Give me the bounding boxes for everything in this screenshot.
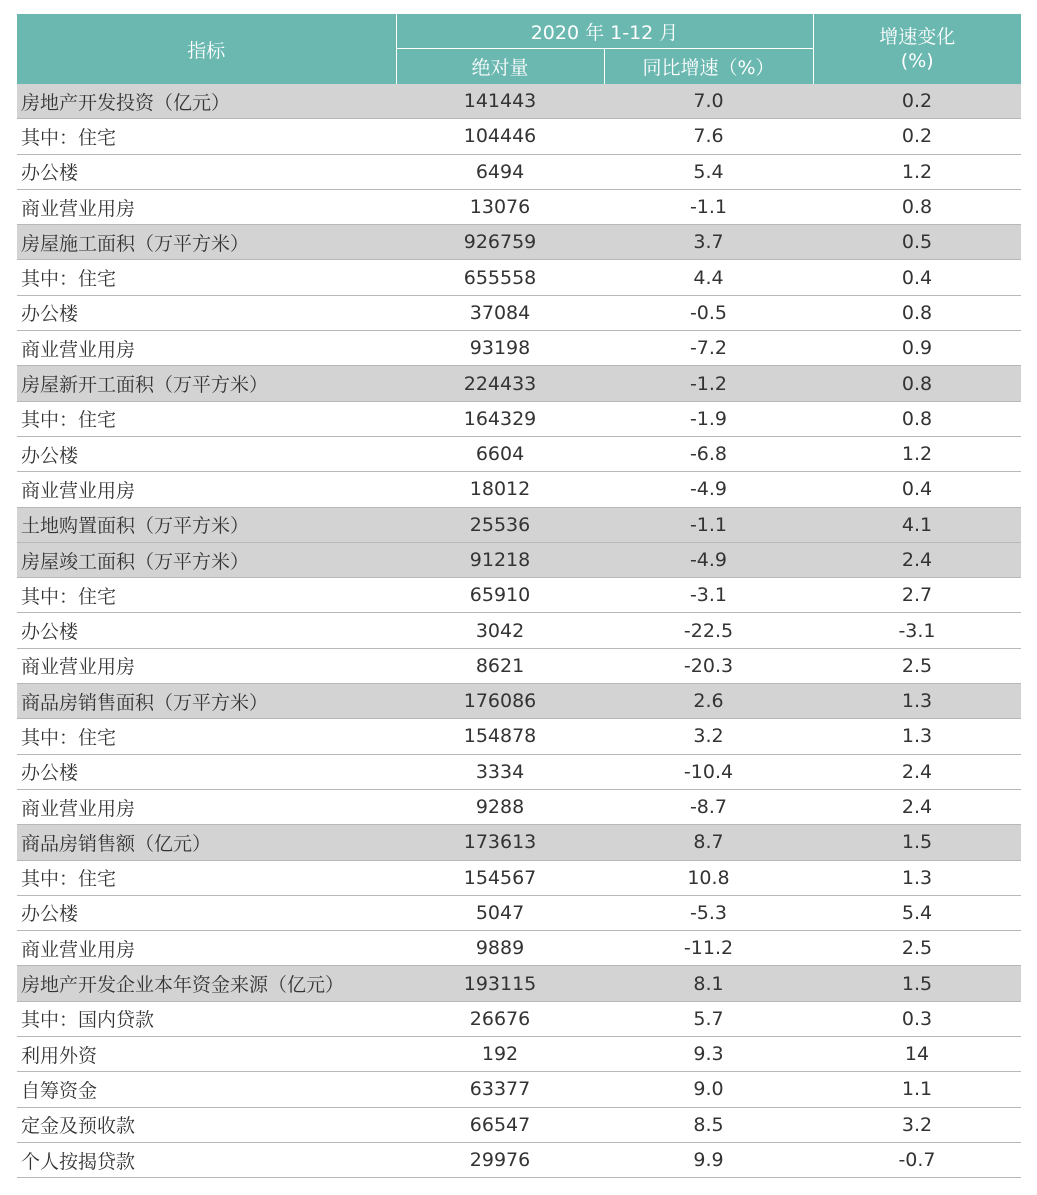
- indicator-cell: 办公楼: [17, 613, 396, 648]
- header-yoy: 同比增速（%）: [604, 49, 813, 85]
- indicator-cell: 其中：住宅: [17, 401, 396, 436]
- absolute-cell: 66547: [396, 1107, 604, 1142]
- yoy-cell: 4.4: [604, 260, 813, 295]
- yoy-cell: 8.5: [604, 1107, 813, 1142]
- yoy-cell: 7.0: [604, 84, 813, 119]
- yoy-cell: 7.6: [604, 119, 813, 154]
- change-cell: 1.2: [813, 436, 1021, 471]
- indicator-cell: 其中：住宅: [17, 860, 396, 895]
- indicator-cell: 办公楼: [17, 754, 396, 789]
- table-row: [17, 1142, 1021, 1177]
- change-cell: 0.4: [813, 472, 1021, 507]
- indicator-cell: 商业营业用房: [17, 189, 396, 224]
- indicator-cell: 其中：住宅: [17, 578, 396, 613]
- header-change-line2: (%): [900, 50, 934, 72]
- yoy-cell: 10.8: [604, 860, 813, 895]
- change-cell: 1.5: [813, 966, 1021, 1001]
- absolute-cell: 141443: [396, 84, 604, 119]
- table-row: [17, 507, 1021, 542]
- table-row: [17, 84, 1021, 119]
- yoy-cell: -4.9: [604, 542, 813, 577]
- yoy-cell: -1.1: [604, 189, 813, 224]
- change-cell: 2.7: [813, 578, 1021, 613]
- absolute-cell: 192: [396, 1037, 604, 1072]
- yoy-cell: -11.2: [604, 931, 813, 966]
- absolute-cell: 63377: [396, 1072, 604, 1107]
- indicator-cell: 商业营业用房: [17, 472, 396, 507]
- absolute-cell: 9288: [396, 789, 604, 824]
- change-cell: -3.1: [813, 613, 1021, 648]
- yoy-cell: -20.3: [604, 648, 813, 683]
- absolute-cell: 926759: [396, 225, 604, 260]
- indicator-cell: 其中：住宅: [17, 719, 396, 754]
- table-row: [17, 119, 1021, 154]
- absolute-cell: 37084: [396, 295, 604, 330]
- table-header: [17, 14, 1021, 84]
- change-cell: 2.5: [813, 648, 1021, 683]
- table-row: [17, 436, 1021, 471]
- yoy-cell: 9.9: [604, 1142, 813, 1177]
- table-row: [17, 931, 1021, 966]
- indicator-cell: 办公楼: [17, 895, 396, 930]
- change-cell: 0.3: [813, 1001, 1021, 1036]
- yoy-cell: -5.3: [604, 895, 813, 930]
- indicator-cell: 房地产开发企业本年资金来源（亿元）: [17, 966, 396, 1001]
- absolute-cell: 6494: [396, 154, 604, 189]
- header-change-line1: 增速变化: [879, 26, 956, 48]
- change-cell: 1.5: [813, 825, 1021, 860]
- table-row: [17, 789, 1021, 824]
- table-row: [17, 613, 1021, 648]
- absolute-cell: 65910: [396, 578, 604, 613]
- absolute-cell: 3334: [396, 754, 604, 789]
- indicator-cell: 房地产开发投资（亿元）: [17, 84, 396, 119]
- absolute-cell: 29976: [396, 1142, 604, 1177]
- table-row: [17, 295, 1021, 330]
- indicator-cell: 商业营业用房: [17, 331, 396, 366]
- table-body: [17, 84, 1021, 1178]
- change-cell: 0.8: [813, 401, 1021, 436]
- table-row: [17, 1037, 1021, 1072]
- indicator-cell: 商业营业用房: [17, 648, 396, 683]
- change-cell: 14: [813, 1037, 1021, 1072]
- change-cell: 0.9: [813, 331, 1021, 366]
- change-cell: 1.2: [813, 154, 1021, 189]
- real-estate-table: [17, 14, 1021, 1178]
- header-period: 2020 年 1-12 月: [396, 14, 813, 49]
- change-cell: 2.5: [813, 931, 1021, 966]
- yoy-cell: -6.8: [604, 436, 813, 471]
- header-change: [813, 14, 1021, 84]
- header-absolute: 绝对量: [396, 49, 604, 85]
- indicator-cell: 其中：国内贷款: [17, 1001, 396, 1036]
- table-row: [17, 966, 1021, 1001]
- change-cell: -0.7: [813, 1142, 1021, 1177]
- yoy-cell: 2.6: [604, 684, 813, 719]
- indicator-cell: 房屋新开工面积（万平方米）: [17, 366, 396, 401]
- absolute-cell: 9889: [396, 931, 604, 966]
- change-cell: 3.2: [813, 1107, 1021, 1142]
- absolute-cell: 164329: [396, 401, 604, 436]
- absolute-cell: 13076: [396, 189, 604, 224]
- table-row: [17, 895, 1021, 930]
- change-cell: 1.3: [813, 684, 1021, 719]
- table-row: [17, 684, 1021, 719]
- indicator-cell: 商业营业用房: [17, 789, 396, 824]
- change-cell: 2.4: [813, 542, 1021, 577]
- absolute-cell: 154878: [396, 719, 604, 754]
- absolute-cell: 173613: [396, 825, 604, 860]
- change-cell: 0.8: [813, 366, 1021, 401]
- indicator-cell: 商品房销售额（亿元）: [17, 825, 396, 860]
- indicator-cell: 个人按揭贷款: [17, 1142, 396, 1177]
- change-cell: 2.4: [813, 754, 1021, 789]
- absolute-cell: 655558: [396, 260, 604, 295]
- absolute-cell: 224433: [396, 366, 604, 401]
- real-estate-table-container: [17, 14, 1021, 1178]
- table-row: [17, 754, 1021, 789]
- indicator-cell: 办公楼: [17, 295, 396, 330]
- yoy-cell: 9.0: [604, 1072, 813, 1107]
- absolute-cell: 26676: [396, 1001, 604, 1036]
- absolute-cell: 25536: [396, 507, 604, 542]
- table-row: [17, 860, 1021, 895]
- change-cell: 1.1: [813, 1072, 1021, 1107]
- absolute-cell: 193115: [396, 966, 604, 1001]
- header-indicator: 指标: [17, 14, 396, 84]
- change-cell: 0.2: [813, 119, 1021, 154]
- absolute-cell: 93198: [396, 331, 604, 366]
- yoy-cell: -1.1: [604, 507, 813, 542]
- table-row: [17, 542, 1021, 577]
- indicator-cell: 商业营业用房: [17, 931, 396, 966]
- yoy-cell: -1.2: [604, 366, 813, 401]
- table-row: [17, 260, 1021, 295]
- absolute-cell: 176086: [396, 684, 604, 719]
- change-cell: 0.4: [813, 260, 1021, 295]
- change-cell: 1.3: [813, 719, 1021, 754]
- yoy-cell: -0.5: [604, 295, 813, 330]
- yoy-cell: 3.7: [604, 225, 813, 260]
- yoy-cell: -22.5: [604, 613, 813, 648]
- table-row: [17, 1001, 1021, 1036]
- table-row: [17, 1107, 1021, 1142]
- table-row: [17, 225, 1021, 260]
- indicator-cell: 其中：住宅: [17, 260, 396, 295]
- indicator-cell: 办公楼: [17, 154, 396, 189]
- table-row: [17, 648, 1021, 683]
- yoy-cell: -4.9: [604, 472, 813, 507]
- change-cell: 0.5: [813, 225, 1021, 260]
- yoy-cell: -8.7: [604, 789, 813, 824]
- table-row: [17, 331, 1021, 366]
- yoy-cell: 8.1: [604, 966, 813, 1001]
- absolute-cell: 104446: [396, 119, 604, 154]
- table-row: [17, 154, 1021, 189]
- yoy-cell: 5.4: [604, 154, 813, 189]
- indicator-cell: 房屋施工面积（万平方米）: [17, 225, 396, 260]
- yoy-cell: 8.7: [604, 825, 813, 860]
- absolute-cell: 18012: [396, 472, 604, 507]
- yoy-cell: -7.2: [604, 331, 813, 366]
- indicator-cell: 房屋竣工面积（万平方米）: [17, 542, 396, 577]
- change-cell: 0.8: [813, 189, 1021, 224]
- indicator-cell: 商品房销售面积（万平方米）: [17, 684, 396, 719]
- absolute-cell: 91218: [396, 542, 604, 577]
- table-row: [17, 1072, 1021, 1107]
- table-row: [17, 719, 1021, 754]
- yoy-cell: -1.9: [604, 401, 813, 436]
- table-row: [17, 366, 1021, 401]
- indicator-cell: 土地购置面积（万平方米）: [17, 507, 396, 542]
- table-row: [17, 401, 1021, 436]
- indicator-cell: 定金及预收款: [17, 1107, 396, 1142]
- absolute-cell: 6604: [396, 436, 604, 471]
- absolute-cell: 5047: [396, 895, 604, 930]
- yoy-cell: 5.7: [604, 1001, 813, 1036]
- absolute-cell: 3042: [396, 613, 604, 648]
- change-cell: 0.2: [813, 84, 1021, 119]
- yoy-cell: -10.4: [604, 754, 813, 789]
- indicator-cell: 利用外资: [17, 1037, 396, 1072]
- absolute-cell: 8621: [396, 648, 604, 683]
- change-cell: 0.8: [813, 295, 1021, 330]
- yoy-cell: -3.1: [604, 578, 813, 613]
- indicator-cell: 其中：住宅: [17, 119, 396, 154]
- change-cell: 2.4: [813, 789, 1021, 824]
- table-row: [17, 189, 1021, 224]
- table-row: [17, 825, 1021, 860]
- change-cell: 4.1: [813, 507, 1021, 542]
- yoy-cell: 3.2: [604, 719, 813, 754]
- change-cell: 5.4: [813, 895, 1021, 930]
- table-row: [17, 472, 1021, 507]
- indicator-cell: 办公楼: [17, 436, 396, 471]
- change-cell: 1.3: [813, 860, 1021, 895]
- table-row: [17, 578, 1021, 613]
- absolute-cell: 154567: [396, 860, 604, 895]
- yoy-cell: 9.3: [604, 1037, 813, 1072]
- indicator-cell: 自筹资金: [17, 1072, 396, 1107]
